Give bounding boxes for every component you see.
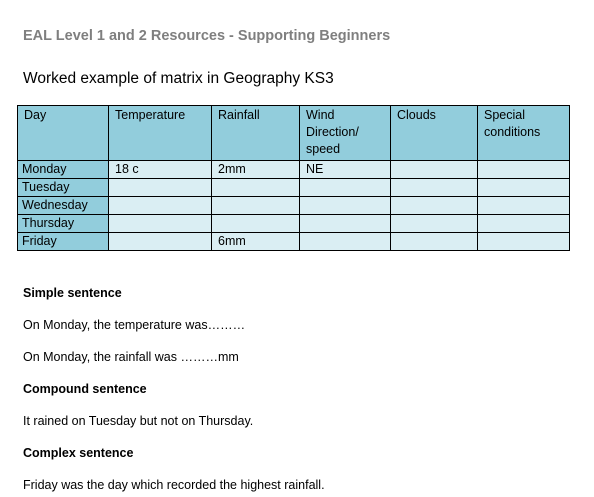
table-cell-day: Friday (18, 233, 109, 251)
table-cell-day: Thursday (18, 215, 109, 233)
table-cell: 18 c (109, 161, 212, 179)
table-row (18, 179, 570, 197)
table-cell-day: Monday (18, 161, 109, 179)
table-cell (109, 197, 212, 215)
table-cell (391, 197, 478, 215)
table-cell-day: Tuesday (18, 179, 109, 197)
table-cell (391, 179, 478, 197)
header-wind: Wind Direction/ speed (300, 106, 391, 161)
table-cell (300, 179, 391, 197)
table-cell (391, 215, 478, 233)
header-day: Day (18, 106, 109, 161)
header-special-conditions: Special conditions (478, 106, 570, 161)
document-title: EAL Level 1 and 2 Resources - Supporting Beginners (23, 28, 391, 44)
header-rainfall: Rainfall (212, 106, 300, 161)
header-clouds: Clouds (391, 106, 478, 161)
table-cell (109, 233, 212, 251)
complex-sentence-example: Friday was the day which recorded the highest rainfall. (23, 478, 325, 492)
simple-sentence-heading: Simple sentence (23, 286, 122, 300)
table-cell (300, 233, 391, 251)
simple-sentence-example-2: On Monday, the rainfall was ………mm (23, 350, 239, 364)
table-header-row (18, 106, 570, 161)
document-subtitle: Worked example of matrix in Geography KS3 (23, 70, 334, 87)
compound-sentence-heading: Compound sentence (23, 382, 147, 396)
table-cell (478, 215, 570, 233)
table-cell (478, 197, 570, 215)
header-temperature: Temperature (109, 106, 212, 161)
table-cell (300, 197, 391, 215)
table-cell (478, 161, 570, 179)
weather-matrix-table (17, 105, 570, 251)
table-cell (109, 179, 212, 197)
compound-sentence-example: It rained on Tuesday but not on Thursday. (23, 414, 254, 428)
table-cell (478, 179, 570, 197)
table-cell (300, 215, 391, 233)
simple-sentence-example-1: On Monday, the temperature was……… (23, 318, 246, 332)
table-row (18, 233, 570, 251)
table-cell (391, 161, 478, 179)
table-cell: NE (300, 161, 391, 179)
table-cell (391, 233, 478, 251)
table-cell-day: Wednesday (18, 197, 109, 215)
table-cell (212, 197, 300, 215)
table-cell (212, 179, 300, 197)
table-cell: 2mm (212, 161, 300, 179)
table-cell (478, 233, 570, 251)
table-cell (212, 215, 300, 233)
table-row (18, 215, 570, 233)
table-cell: 6mm (212, 233, 300, 251)
complex-sentence-heading: Complex sentence (23, 446, 134, 460)
table-row (18, 197, 570, 215)
table-cell (109, 215, 212, 233)
table-row (18, 161, 570, 179)
